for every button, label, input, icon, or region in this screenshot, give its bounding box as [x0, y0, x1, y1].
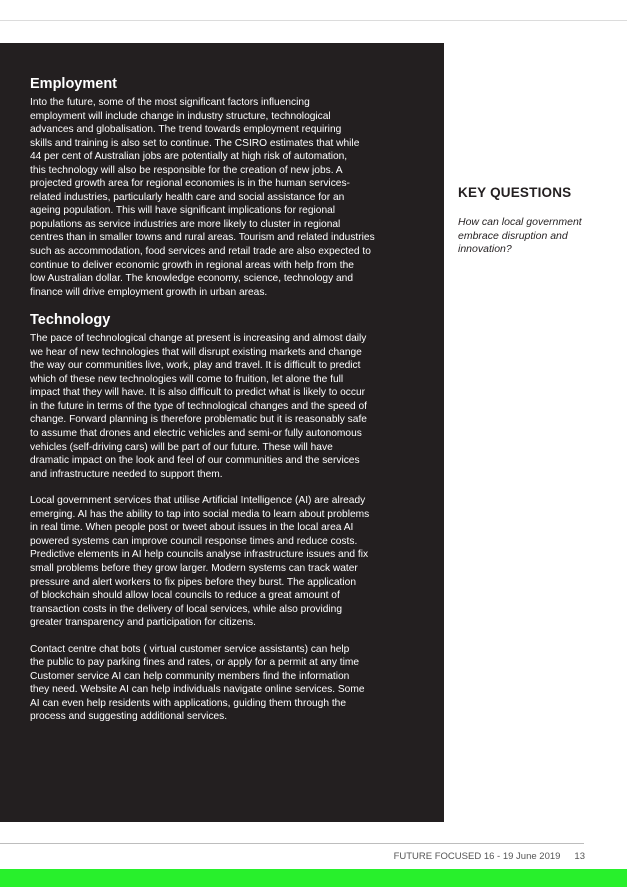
top-divider [0, 20, 627, 21]
employment-heading: Employment [30, 76, 118, 92]
technology-paragraph-2: Local government services that utilise Artificial Intelligence (AI) are already emerging. AI has the ability to tap into social media to learn about problems in real time. When people post or tweet about issues in the local area AI powered systems can improve council response times and reduce costs. Predictive elements in AI help councils analyse infrastructure issues and fix small problems before they grow larger. Modern systems can track water pressure and alert workers to fix pipes before they burst. The application of blockchain should allow local councils to reduce a great amount of transaction costs in the delivery of local services, while also providing greater transparency and participation for citizens. [30, 495, 370, 629]
key-questions-title: KEY QUESTIONS [458, 185, 572, 200]
technology-paragraph-1: The pace of technological change at present is increasing and almost daily we hear of new technologies that will disrupt existing markets and change the way our communities live, work, play and travel. It is difficult to predict which of these new technologies will come to fruition, let alone the full impact that they will have. It is also difficult to predict what is likely to occur in the future in terms of the type of technological changes and the speed of change. Forward planning is therefore problematic but it is reasonably safe to assume that drones and electric vehicles and semi-or fully autonomous vehicles (self-driving cars) will be part of our future. These will have dramatic impact on the look and feel of our communities and the services and infrastructure needed to support them. [30, 333, 367, 480]
technology-paragraph-3: Contact centre chat bots ( virtual customer service assistants) can help the public to pay parking fines and rates, or apply for a permit at any time Customer service AI can help community members find the information they need. Website AI can help individuals navigate online services. Some AI can even help residents with applications, guiding them through the process and suggesting additional services. [30, 643, 365, 723]
page-number: 13 [574, 851, 585, 862]
employment-paragraph: Into the future, some of the most significant factors influencing employment will include change in industry structure, technological advances and globalisation. The trend towards employment requiring skills and training is also set to continue. The CSIRO estimates that while 44 per cent of Australian jobs are potentially at high risk of automation, this technology will also be responsible for the creation of new jobs. A projected growth area for regional economies is in the human services- related industries, particularly health care and social assistance for an ageing population. This will have significant implications for regional populations as service industries are more likely to cluster in regional centres than in smaller towns and rural areas. Tourism and related industries such as accommodation, food services and retail trade are also expected to continue to deliver economic growth in regional areas with help from the low Australian dollar. The knowledge economy, science, technology and finance will drive employment growth in urban areas. [30, 97, 375, 298]
technology-heading: Technology [30, 312, 111, 329]
accent-bar [0, 869, 627, 887]
key-questions-sidebar [458, 185, 618, 257]
key-question-text: How can local government embrace disruption and innovation? [458, 216, 582, 255]
footer-event-text: FUTURE FOCUSED 16 - 19 June 2019 [393, 851, 561, 862]
page-footer [394, 851, 585, 862]
article-content [30, 75, 434, 724]
footer-divider [0, 843, 584, 844]
